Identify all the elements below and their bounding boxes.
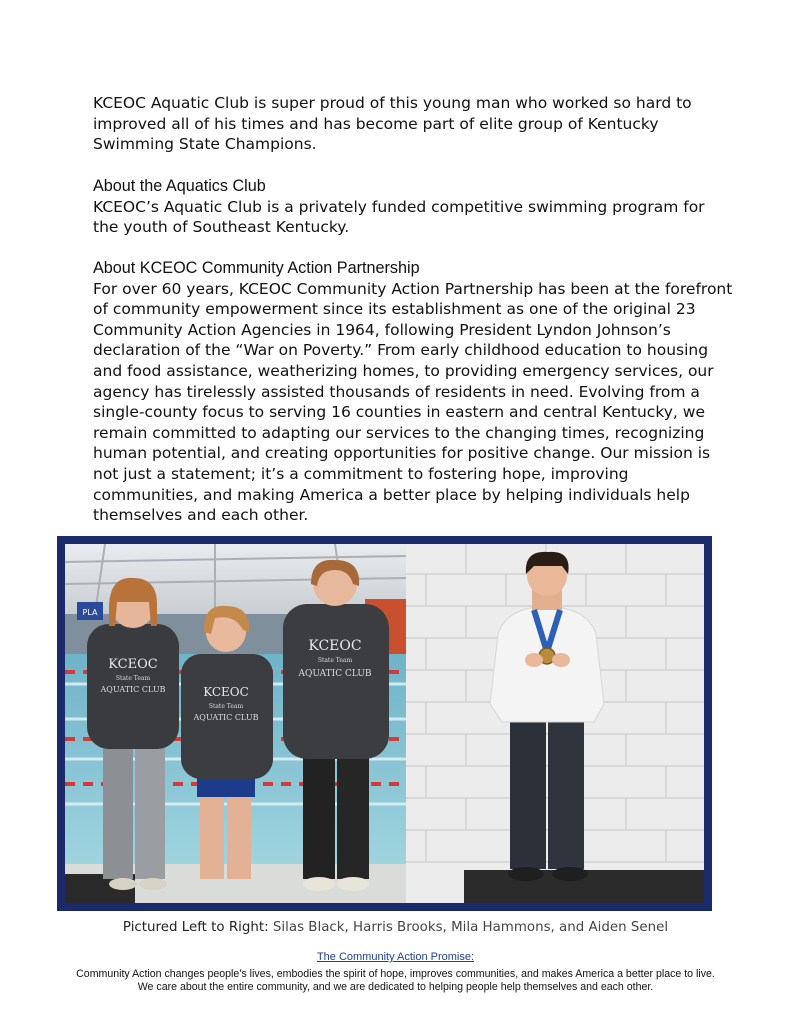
pool-banner-label: PLA: [82, 608, 98, 617]
aquatics-text: KCEOC’s Aquatic Club is a privately funded competitive swimming program for the youth of Southeast Kentucky.: [93, 197, 705, 237]
promise-line-2: We care about the entire community, and we are dedicated to helping people help themselves and each other.: [137, 981, 654, 994]
svg-text:AQUATIC CLUB: AQUATIC CLUB: [100, 685, 166, 694]
partnership-heading: About KCEOC Community Action Partnership: [93, 259, 420, 277]
svg-text:State Team: State Team: [115, 675, 151, 682]
swimmers-group-illustration: [65, 544, 406, 903]
svg-text:AQUATIC CLUB: AQUATIC CLUB: [298, 669, 372, 679]
svg-text:State Team: State Team: [317, 657, 353, 664]
partnership-section: [93, 258, 733, 526]
promise-title[interactable]: The Community Action Promise:: [316, 951, 475, 963]
svg-text:KCEOC: KCEOC: [308, 638, 362, 654]
photo-frame: [57, 536, 712, 911]
promise-line-1: Community Action changes people’s lives, embodies the spirit of hope, improves communities, and makes America a better place to live.: [76, 968, 715, 980]
svg-text:State Team: State Team: [208, 703, 244, 710]
svg-text:KCEOC: KCEOC: [203, 685, 249, 699]
intro-paragraph: [93, 93, 733, 155]
champion-photo: [406, 544, 704, 903]
aquatics-heading: About the Aquatics Club: [93, 177, 266, 195]
promise-text: [0, 968, 791, 995]
aquatics-section: [93, 176, 733, 238]
caption-label: Pictured Left to Right:: [122, 920, 269, 935]
caption-names: Silas Black, Harris Brooks, Mila Hammons, and Aiden Senel: [272, 920, 669, 935]
svg-text:KCEOC: KCEOC: [108, 657, 158, 672]
intro-text: KCEOC Aquatic Club is super proud of this young man who worked so hard to improved all of his times and has become part of elite group of Kentucky Swimming State Champions.: [93, 94, 692, 154]
svg-text:AQUATIC CLUB: AQUATIC CLUB: [193, 713, 259, 722]
photo-caption: [0, 920, 791, 935]
swimmers-group-photo: [65, 544, 406, 903]
champion-illustration: [406, 544, 704, 903]
partnership-text: For over 60 years, KCEOC Community Action Partnership has been at the forefront of community empowerment since its establishment as one of the original 23 Community Action Agencies in 1964, following President Lyndon Johnson’s declaration of the “War on Poverty.” From early childhood education to housing and food assistance, weatherizing homes, to providing emergency services, our agency has tirelessly assisted thousands of residents in need. Evolving from a single-county focus to serving 16 counties in eastern and central Kentucky, we remain committed to adapting our services to the changing times, recognizing human potential, and creating opportunities for positive change. Our mission is not just a statement; it’s a commitment to fostering hope, improving communities, and making America a better place by helping individuals help themselves and each other.: [93, 279, 733, 525]
